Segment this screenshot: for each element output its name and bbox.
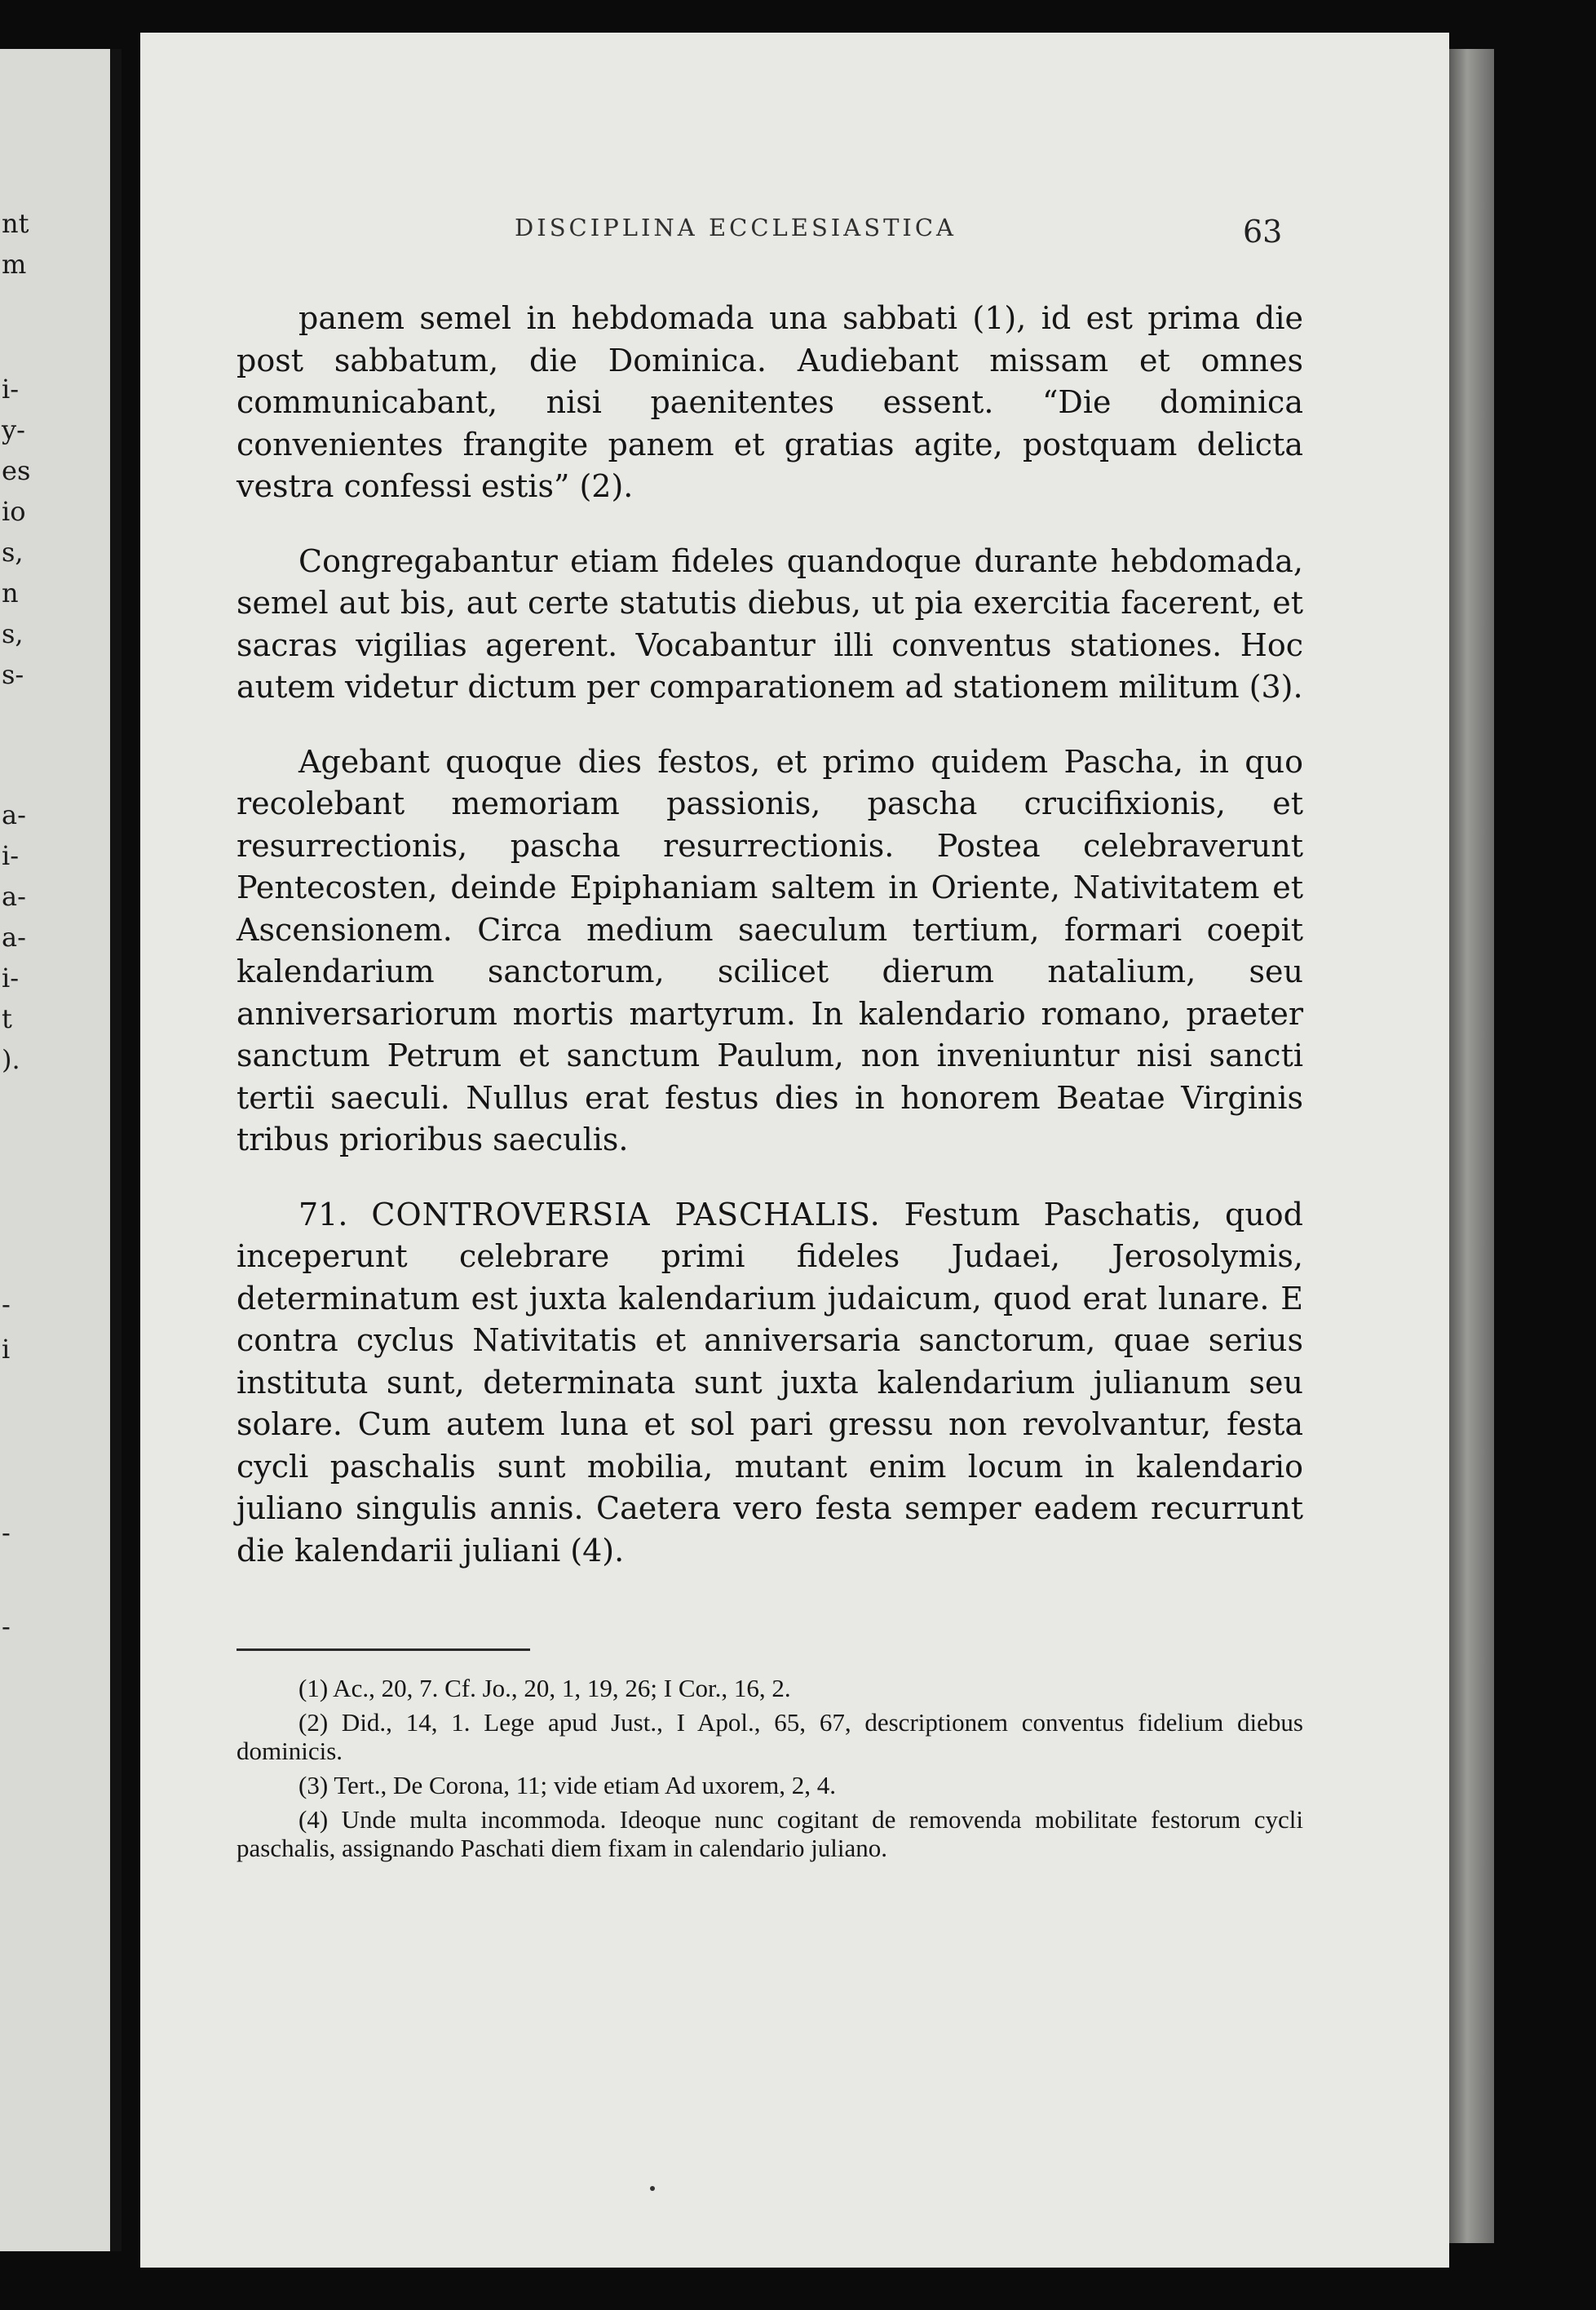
paragraph: Agebant quoque dies festos, et primo quidem Pascha, in quo recolebant memoriam passionis, pascha crucifixionis, et resurrectionis, pascha resurrectionis. Postea celebraverunt Pentecosten, deinde Epiphaniam saltem in Oriente, Nativitatem et Ascensionem. Circa medium saeculum tertium, formari coepit kalendarium sanctorum, scilicet dierum natalium, seu anniversariorum mortis martyrum. In kalendario romano, praeter sanctum Petrum et sanctum Paulum, non inveniuntur nisi sancti tertii saeculi. Nullus erat festus dies in honorem Beatae Virginis tribus prioribus saeculis.: [237, 743, 1303, 1157]
scan-speck: [650, 2186, 655, 2191]
prev-page-fragment: es: [2, 455, 31, 486]
main-text: [237, 298, 1303, 1572]
prev-page-fragment: i-: [2, 374, 20, 405]
prev-page-fragment: -: [2, 1611, 11, 1642]
page-gutter-shadow: [110, 49, 122, 2251]
prev-page-fragment: -: [2, 1517, 11, 1548]
footnote: (2) Did., 14, 1. Lege apud Just., I Apol., 65, 67, descriptionem conventus fidelium diebus dominicis.: [237, 1708, 1303, 1765]
paragraph: panem semel in hebdomada una sabbati (1), id est prima die post sabbatum, die Dominica. Audiebant missam et omnes communicabant, nisi paenitentes essent. “Die dominica convenientes frangite panem et gratias agite, postquam delicta vestra confessi estis” (2).: [237, 300, 1303, 504]
prev-page-fragment: nt: [2, 208, 29, 239]
prev-page-fragment: s-: [2, 659, 24, 690]
section-title: CONTROVERSIA PASCHALIS.: [371, 1196, 881, 1232]
prev-page-fragment: i: [2, 1334, 11, 1365]
footnote: (1) Ac., 20, 7. Cf. Jo., 20, 1, 19, 26; I Cor., 16, 2.: [298, 1674, 791, 1702]
footnote-divider: [237, 1648, 530, 1651]
prev-page-fragment: t: [2, 1003, 12, 1034]
prev-page-fragment: a-: [2, 881, 26, 912]
prev-page-fragment: i-: [2, 840, 20, 871]
footnote: (4) Unde multa incommoda. Ideoque nunc cogitant de removenda mobilitate festorum cycli paschalis, assignando Paschati diem fixam in calendario juliano.: [237, 1805, 1303, 1862]
prev-page-fragment: i-: [2, 962, 20, 993]
prev-page-fragment: ).: [2, 1044, 20, 1075]
prev-page-fragment: m: [2, 249, 27, 280]
section-number: 71.: [298, 1196, 348, 1232]
prev-page-fragment: a-: [2, 922, 26, 953]
next-page-edge: [1449, 49, 1494, 2243]
previous-page-margin: [0, 49, 110, 2251]
footnotes: [237, 1674, 1303, 1868]
section-paragraph: [237, 1194, 1303, 1573]
footnote: (3) Tert., De Corona, 11; vide etiam Ad uxorem, 2, 4.: [298, 1771, 837, 1799]
running-head: DISCIPLINA ECCLESIASTICA: [514, 214, 957, 241]
prev-page-fragment: a-: [2, 799, 26, 830]
prev-page-fragment: y-: [2, 414, 25, 445]
paragraph: Congregabantur etiam fideles quandoque durante hebdomada, semel aut bis, aut certe statutis diebus, ut pia exercitia facerent, et sacras vigilias agerent. Vocabantur illi conventus stationes. Hoc autem videtur dictum per comparationem ad stationem militum (3).: [237, 542, 1303, 705]
prev-page-fragment: io: [2, 496, 26, 527]
section-text: Festum Paschatis, quod inceperunt celebrare primi fideles Judaei, Jerosolymis, determinatum est juxta kalendarium judaicum, quod erat lunare. E contra cyclus Nativitatis et anniversaria sanctorum, quae serius instituta sunt, determinata sunt juxta kalendarium julianum seu solare. Cum autem luna et sol pari gressu non revolvantur, festa cycli paschalis sunt mobilia, mutant enim locum in kalendario juliano singulis annis. Caetera vero festa semper eadem recurrunt die kalendarii juliani (4).: [237, 1196, 1303, 1569]
prev-page-fragment: -: [2, 1289, 11, 1320]
prev-page-fragment: s,: [2, 618, 24, 649]
book-page: [140, 33, 1449, 2268]
page-number: 63: [1243, 214, 1283, 250]
prev-page-fragment: s,: [2, 537, 24, 568]
prev-page-fragment: n: [2, 578, 19, 608]
